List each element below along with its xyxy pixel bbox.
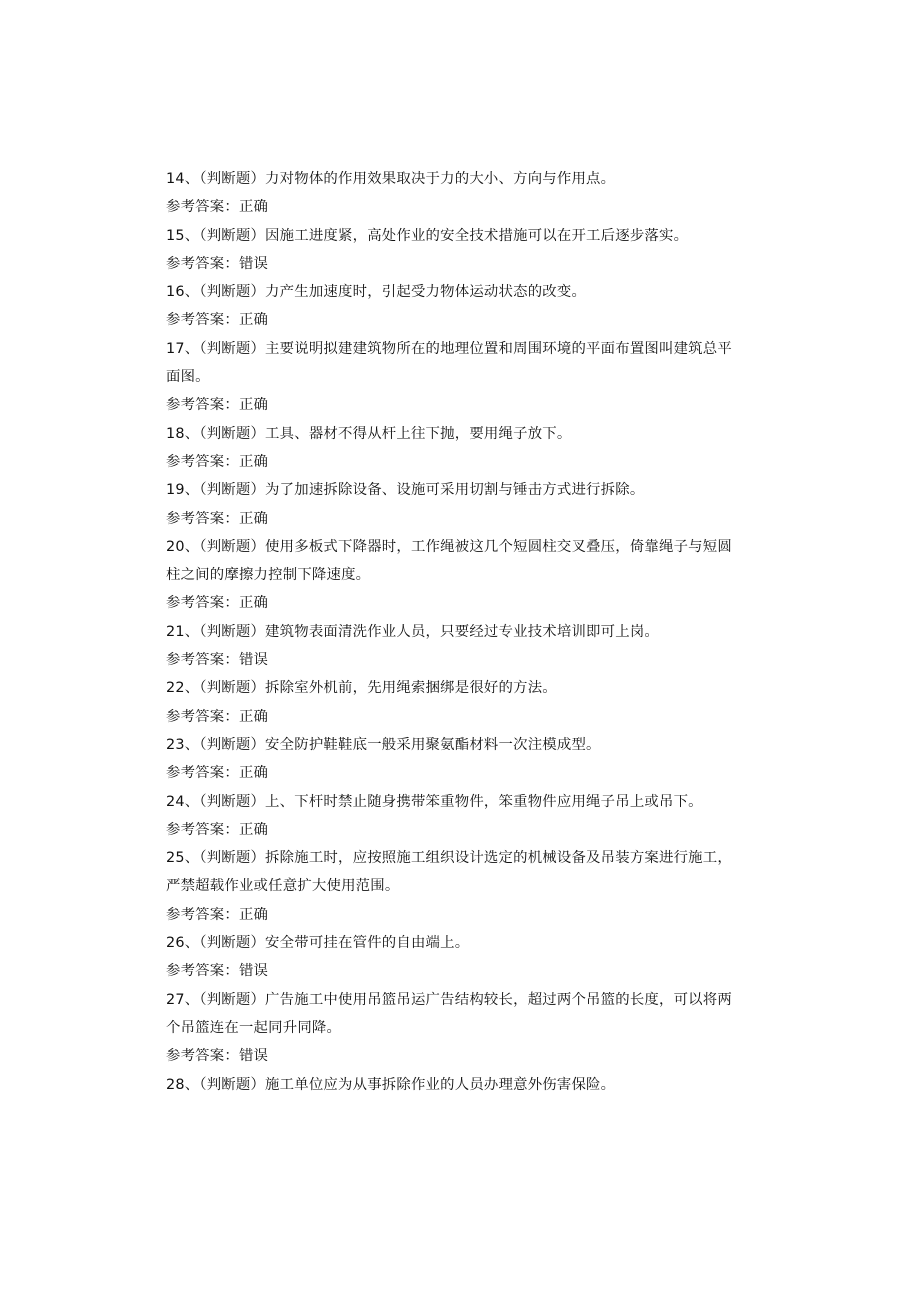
question-text: 21、（判断题）建筑物表面清洗作业人员，只要经过专业技术培训即可上岗。 [166,623,660,640]
question-item [166,929,756,986]
answer-text: 参考答案：正确 [166,821,269,838]
question-item [166,222,756,279]
answer-text: 参考答案：正确 [166,199,269,216]
question-text: 19、（判断题）为了加速拆除设备、设施可采用切割与锤击方式进行拆除。 [166,482,645,499]
answer-text: 参考答案：正确 [166,765,269,782]
question-item [166,335,756,420]
answer-text: 参考答案：正确 [166,595,269,612]
question-item [166,278,756,335]
question-text: 20、（判断题）使用多板式下降器时，工作绳被这几个短圆柱交叉叠压，倚靠绳子与短圆柱之间的摩擦力控制下降速度。 [166,538,732,584]
question-item [166,788,756,845]
answer-text: 参考答案：正确 [166,906,269,923]
question-text: 14、（判断题）力对物体的作用效果取决于力的大小、方向与作用点。 [166,171,616,187]
question-text: 25、（判断题）拆除施工时，应按照施工组织设计选定的机械设备及吊装方案进行施工，严禁超载作业或任意扩大使用范围。 [166,850,732,895]
answer-text: 参考答案：正确 [166,708,269,725]
question-text: 16、（判断题）力产生加速度时，引起受力物体运动状态的改变。 [166,284,587,301]
question-text: 26、（判断题）安全带可挂在管件的自由端上。 [166,935,470,952]
question-item [166,674,756,731]
question-item [166,986,756,1071]
question-item [166,1071,756,1099]
question-text: 15、（判断题）因施工进度紧，高处作业的安全技术措施可以在开工后逐步落实。 [166,227,689,244]
question-text: 27、（判断题）广告施工中使用吊篮吊运广告结构较长，超过两个吊篮的长度，可以将两个吊篮连在一起同升同降。 [166,991,732,1036]
question-item [166,476,756,533]
answer-text: 参考答案：正确 [166,510,269,527]
question-text: 28、（判断题）施工单位应为从事拆除作业的人员办理意外伤害保险。 [166,1076,616,1093]
answer-text: 参考答案：正确 [166,453,269,470]
question-item [166,731,756,788]
answer-text: 参考答案：错误 [166,652,269,669]
answer-text: 参考答案：错误 [166,963,269,980]
question-item [166,618,756,675]
answer-text: 参考答案：错误 [166,1048,269,1065]
question-item [166,533,756,618]
question-text: 23、（判断题）安全防护鞋鞋底一般采用聚氨酯材料一次注模成型。 [166,736,601,753]
question-text: 22、（判断题）拆除室外机前，先用绳索捆绑是很好的方法。 [166,680,557,697]
question-list [166,165,756,1099]
question-text: 17、（判断题）主要说明拟建建筑物所在的地理位置和周围环境的平面布置图叫建筑总平面图。 [166,340,732,386]
question-item [166,420,756,477]
answer-text: 参考答案：错误 [166,255,269,272]
question-item [166,844,756,929]
question-text: 24、（判断题）上、下杆时禁止随身携带笨重物件，笨重物件应用绳子吊上或吊下。 [166,793,703,810]
question-item [166,165,756,222]
answer-text: 参考答案：正确 [166,312,269,329]
question-text: 18、（判断题）工具、器材不得从杆上往下抛，要用绳子放下。 [166,425,572,442]
answer-text: 参考答案：正确 [166,397,269,414]
